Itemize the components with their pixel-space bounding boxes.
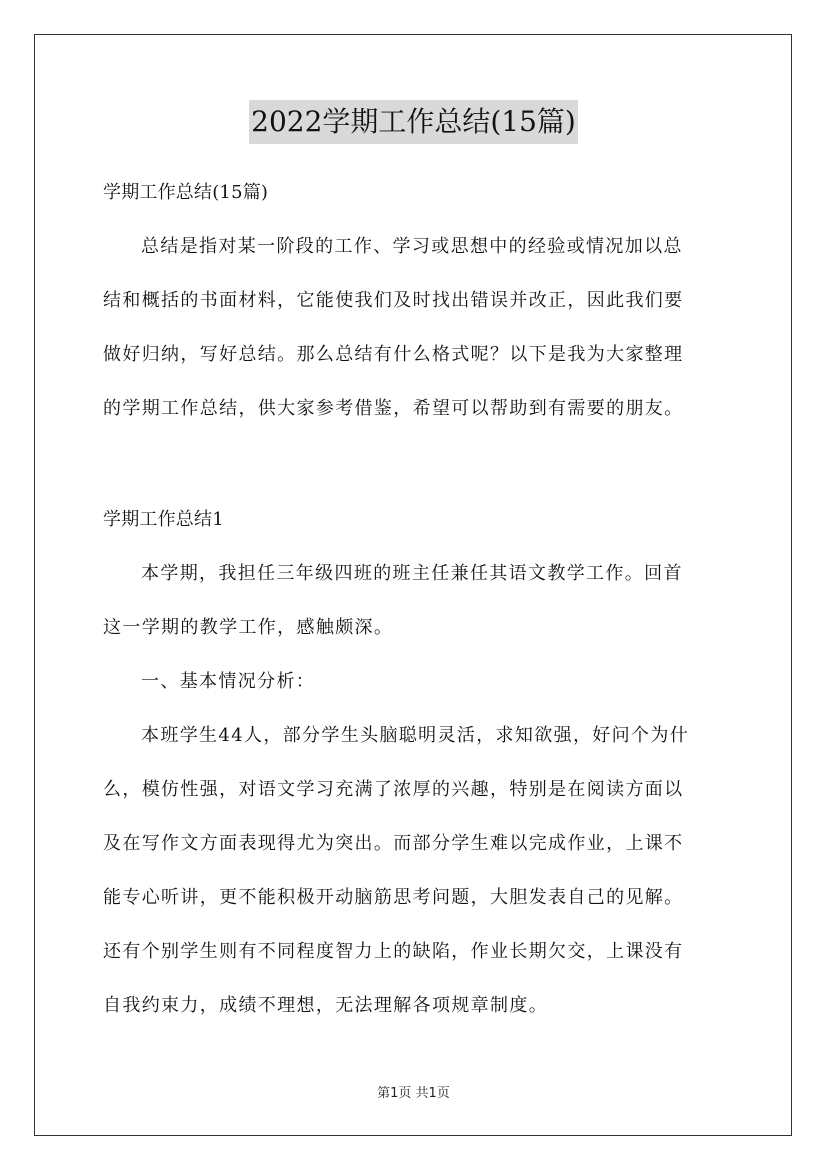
para2-line-1: 本班学生44人，部分学生头脑聪明灵活，求知欲强，好问个为什 <box>141 725 690 746</box>
para1-line-1: 本学期，我担任三年级四班的班主任兼任其语文教学工作。回首 <box>141 563 683 584</box>
document-subtitle: 学期工作总结(15篇) <box>103 182 269 203</box>
intro-line-4: 的学期工作总结，供大家参考借鉴，希望可以帮助到有需要的朋友。 <box>103 398 684 419</box>
intro-line-2: 结和概括的书面材料，它能使我们及时找出错误并改正，因此我们要 <box>103 290 684 311</box>
intro-line-1: 总结是指对某一阶段的工作、学习或思想中的经验或情况加以总 <box>141 236 683 257</box>
title-wrap <box>0 100 827 144</box>
page-footer: 第1页 共1页 <box>377 1086 450 1101</box>
subheading: 一、基本情况分析： <box>141 671 316 692</box>
para2-line-2: 么，模仿性强，对语文学习充满了浓厚的兴趣，特别是在阅读方面以 <box>103 779 684 800</box>
section-heading: 学期工作总结1 <box>103 509 224 530</box>
para2-line-4: 能专心听讲，更不能积极开动脑筋思考问题，大胆发表自己的见解。 <box>103 887 684 908</box>
intro-line-3: 做好归纳，写好总结。那么总结有什么格式呢？以下是我为大家整理 <box>103 344 684 365</box>
para2-line-5: 还有个别学生则有不同程度智力上的缺陷，作业长期欠交，上课没有 <box>103 941 684 962</box>
para2-line-3: 及在写作文方面表现得尤为突出。而部分学生难以完成作业，上课不 <box>103 833 684 854</box>
para1-line-2: 这一学期的教学工作，感触颇深。 <box>103 617 394 638</box>
document-title: 2022学期工作总结(15篇) <box>249 100 578 144</box>
para2-line-6: 自我约束力，成绩不理想，无法理解各项规章制度。 <box>103 995 549 1016</box>
